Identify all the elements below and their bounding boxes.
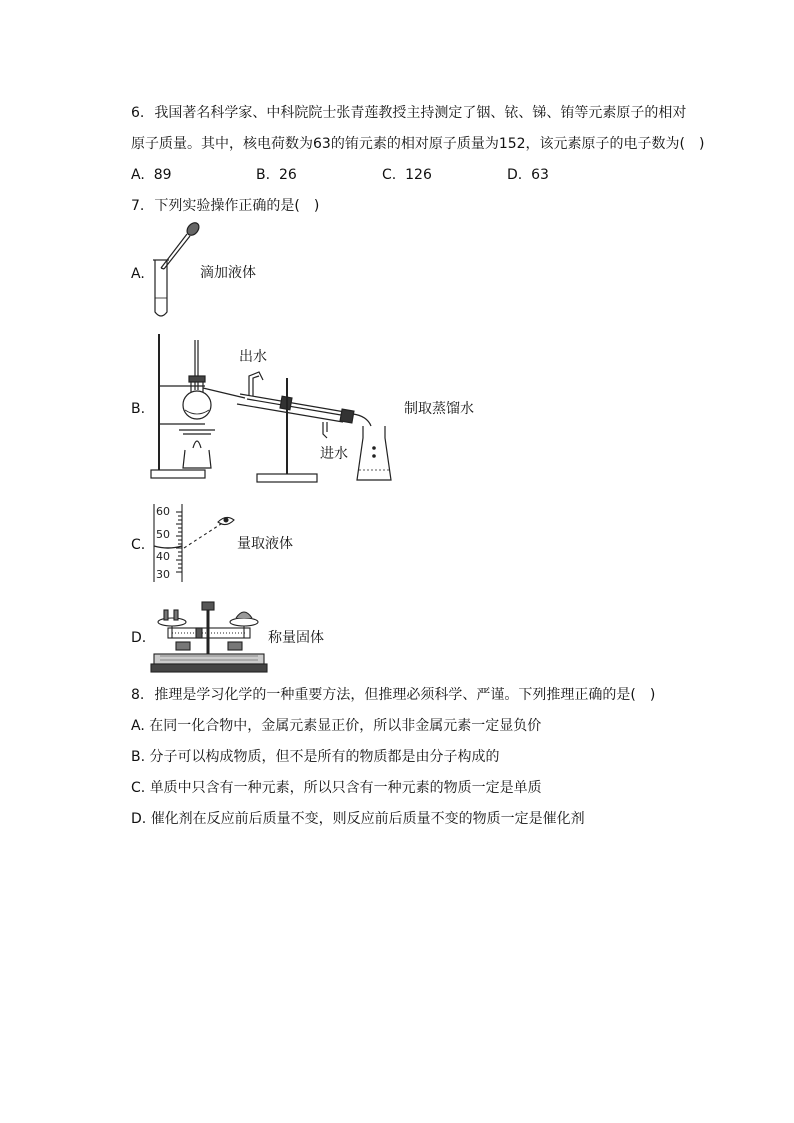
option-text: 分子可以构成物质，但不是所有的物质都是由分子构成的 xyxy=(149,749,500,765)
option-label: B. xyxy=(256,167,271,183)
dropper-test-tube-figure xyxy=(145,220,205,322)
q8-option-d[interactable] xyxy=(131,809,585,829)
q7-number: 7. xyxy=(131,198,145,214)
distillation-apparatus-figure xyxy=(145,330,395,485)
q7-stem-text: 下列实验操作正确的是( ) xyxy=(154,198,320,214)
q8-option-a[interactable] xyxy=(131,716,541,736)
option-label: C. xyxy=(382,167,397,183)
q6-stem-text-1: 我国著名科学家、中科院院士张青莲教授主持测定了铟、铱、锑、铕等元素原子的相对 xyxy=(154,105,687,121)
caption-weigh-solid: 称量固体 xyxy=(268,630,324,646)
option-text: 126 xyxy=(405,167,432,183)
cylinder-tick-30: 30 xyxy=(156,568,170,581)
cylinder-tick-50: 50 xyxy=(156,528,170,541)
q8-number: 8. xyxy=(131,687,145,703)
option-text: 89 xyxy=(153,167,172,183)
option-text: 单质中只含有一种元素，所以只含有一种元素的物质一定是单质 xyxy=(149,780,542,796)
q6-option-c[interactable] xyxy=(382,165,432,185)
option-label: B. xyxy=(131,749,146,765)
cylinder-tick-60: 60 xyxy=(156,505,170,518)
q8-stem xyxy=(131,685,655,705)
option-text: 63 xyxy=(531,167,549,183)
caption-distilled-water: 制取蒸馏水 xyxy=(404,401,474,417)
option-label: A. xyxy=(131,718,145,734)
option-label: A. xyxy=(131,167,145,183)
q6-stem-line2: 原子质量。其中，核电荷数为63的铕元素的相对原子质量为152，该元素原子的电子数为( ) xyxy=(131,136,705,152)
label-water-in: 进水 xyxy=(320,446,348,462)
q8-option-c[interactable] xyxy=(131,778,542,798)
q7-option-c-label[interactable]: C. xyxy=(131,537,146,553)
q6-option-a[interactable] xyxy=(131,165,172,185)
label-water-out: 出水 xyxy=(239,349,267,365)
balance-scale-figure xyxy=(150,598,268,676)
option-label: D. xyxy=(131,811,147,827)
q6-option-b[interactable] xyxy=(256,165,297,185)
option-label: D. xyxy=(507,167,523,183)
q6-option-d[interactable] xyxy=(507,165,549,185)
q7-stem xyxy=(131,196,319,216)
q6-number: 6. xyxy=(131,105,145,121)
q8-stem-text: 推理是学习化学的一种重要方法，但推理必须科学、严谨。下列推理正确的是( ) xyxy=(154,687,656,703)
caption-drip-liquid: 滴加液体 xyxy=(200,265,256,281)
option-text: 在同一化合物中，金属元素显正价，所以非金属元素一定显负价 xyxy=(149,718,542,734)
cylinder-tick-40: 40 xyxy=(156,550,170,563)
q7-option-a-label[interactable]: A. xyxy=(131,266,145,282)
option-text: 26 xyxy=(278,167,297,183)
q7-option-d-label[interactable]: D. xyxy=(131,630,147,646)
q7-option-b-label[interactable]: B. xyxy=(131,401,146,417)
q6-stem-line1 xyxy=(131,103,686,123)
graduated-cylinder-figure xyxy=(148,500,240,586)
q8-option-b[interactable] xyxy=(131,747,500,767)
option-label: C. xyxy=(131,780,146,796)
caption-measure-liquid: 量取液体 xyxy=(237,536,293,552)
option-text: 催化剂在反应前后质量不变，则反应前后质量不变的物质一定是催化剂 xyxy=(150,811,585,827)
